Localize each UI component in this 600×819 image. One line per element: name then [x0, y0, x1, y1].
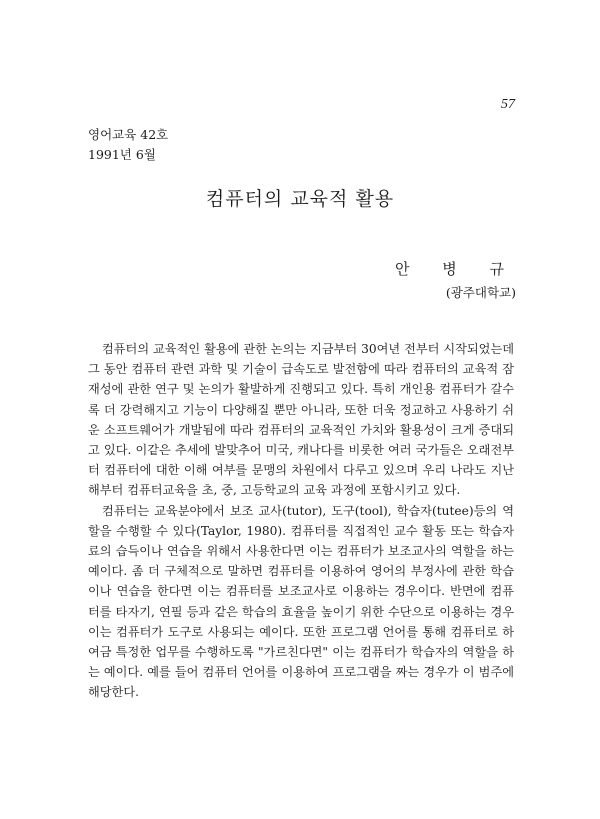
journal-info [88, 125, 168, 165]
paragraph-2: 컴퓨터는 교육분야에서 보조 교사(tutor), 도구(tool), 학습자(tutee)등의 역할을 수행할 수 있다(Taylor, 1980). 컴퓨터를 직접적인 교수 활동 또는 학습자료의 습득이나 연습을 위해서 사용한다면 이는 컴퓨터가 보조교사의 역할을 하는 예이다. 좀 더 구체적으로 말하면 컴퓨터를 이용하여 영어의 부정사에 관한 학습이나 연습을 한다면 이는 컴퓨터를 보조교사로 이용하는 경우이다. 반면에 컴퓨터를 타자기, 연필 등과 같은 학습의 효율을 높이기 위한 수단으로 이용하는 경우 이는 컴퓨터가 도구로 사용되는 예이다. 또한 프로그램 언어를 통해 컴퓨터로 하여금 특정한 업무를 수행하도록 "가르친다면" 이는 컴퓨터가 학습자의 역할을 하는 예이다. 예를 들어 컴퓨터 언어를 이용하여 프로그램을 짜는 경우가 이 범주에 해당한다. [88, 503, 514, 700]
author-affiliation: (광주대학교) [445, 285, 516, 300]
journal-issue: 영어교육 42호 [88, 127, 169, 142]
paper-title: 컴퓨터의 교육적 활용 [205, 188, 395, 210]
body-text [88, 339, 514, 703]
journal-date: 1991년 6월 [88, 147, 156, 162]
page-number: 57 [501, 97, 515, 112]
paragraph-1: 컴퓨터의 교육적인 활용에 관한 논의는 지금부터 30여년 전부터 시작되었는데 그 동안 컴퓨터 관련 과학 및 기술이 급속도로 발전함에 따라 컴퓨터의 교육적 잠재성에 관한 연구 및 논의가 활발하게 진행되고 있다. 특히 개인용 컴퓨터가 갈수록 더 강력해지고 기능이 다양해질 뿐만 아니라, 또한 더욱 정교하고 사용하기 쉬운 소프트웨어가 개발됨에 따라 컴퓨터의 교육적인 가치와 활용성이 크게 증대되고 있다. 이같은 추세에 발맞추어 미국, 캐나다를 비롯한 여러 국가들은 오래전부터 컴퓨터에 대한 이해 여부를 문맹의 차원에서 다루고 있으며 우리 나라도 지난해부터 컴퓨터교육을 초, 중, 고등학교의 교육 과정에 포함시키고 있다. [88, 342, 514, 498]
author-name: 안 병 규 [394, 260, 518, 278]
